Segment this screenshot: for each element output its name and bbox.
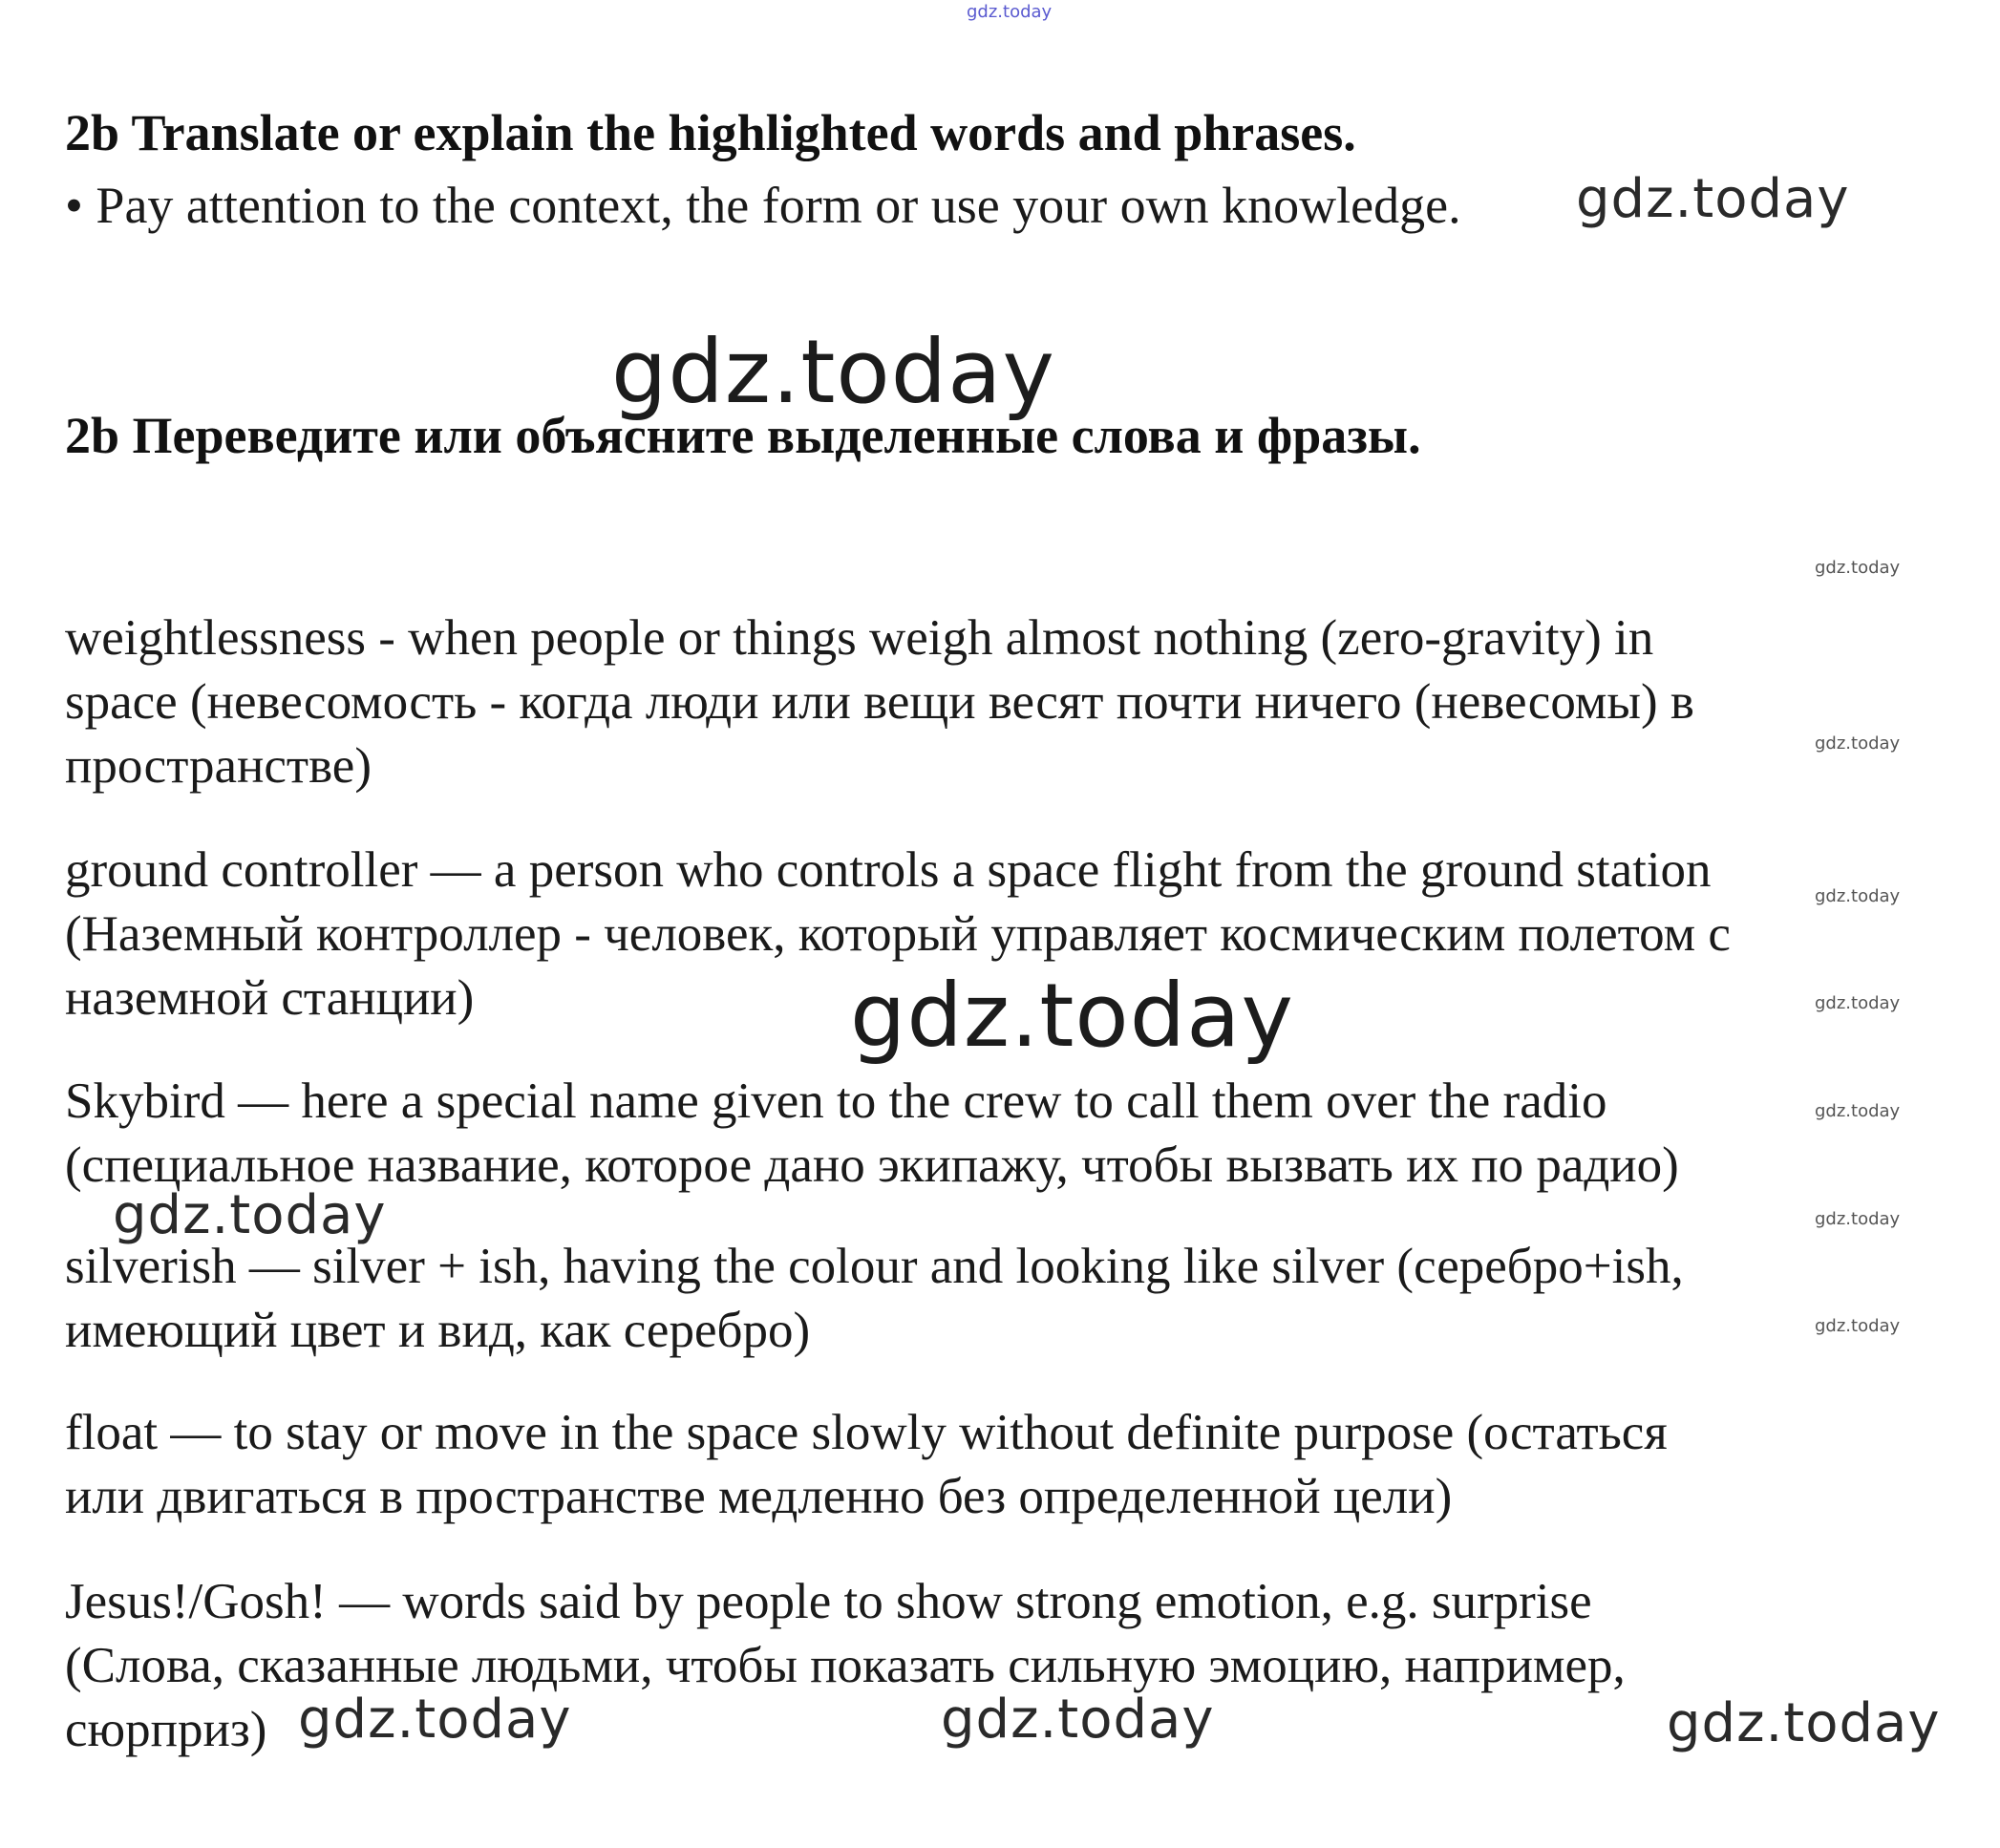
glossary-entry-skybird bbox=[65, 1070, 1927, 1198]
entry-line: пространстве) bbox=[65, 738, 372, 794]
entry-line: сюрприз) bbox=[65, 1702, 267, 1757]
entry-line: (специальное название, которое дано экипажу, чтобы вызвать их по радио) bbox=[65, 1137, 1679, 1193]
glossary-entry-float bbox=[65, 1401, 1927, 1529]
entry-line: float — to stay or move in the space slowly without definite purpose (остаться bbox=[65, 1405, 1668, 1460]
watermark: gdz.today bbox=[611, 321, 1055, 423]
watermark: gdz.today bbox=[941, 1689, 1215, 1751]
watermark: gdz.today bbox=[1815, 558, 1901, 578]
watermark: gdz.today bbox=[1815, 1209, 1901, 1229]
watermark: gdz.today bbox=[1815, 1101, 1901, 1121]
task-heading-ru: 2b Переведите или объясните выделенные слова и фразы. bbox=[65, 407, 1421, 464]
glossary-entry-silverish bbox=[65, 1235, 1927, 1363]
entry-line: silverish — silver + ish, having the colour and looking like silver (серебро+ish, bbox=[65, 1239, 1684, 1294]
watermark: gdz.today bbox=[1815, 993, 1901, 1013]
glossary-entry-weightlessness bbox=[65, 606, 1927, 798]
watermark: gdz.today bbox=[967, 2, 1053, 22]
entry-line: weightlessness - when people or things weigh almost nothing (zero-gravity) in bbox=[65, 610, 1654, 666]
entry-line: (Наземный контроллер - человек, который управляет космическим полетом с bbox=[65, 906, 1731, 962]
entry-line: наземной станции) bbox=[65, 970, 475, 1026]
watermark: gdz.today bbox=[1667, 1692, 1941, 1754]
watermark: gdz.today bbox=[1576, 168, 1850, 230]
task-instruction-en: • Pay attention to the context, the form or use your own knowledge. bbox=[65, 177, 1461, 234]
entry-line: Skybird — here a special name given to the crew to call them over the radio bbox=[65, 1073, 1607, 1129]
entry-line: имеющий цвет и вид, как серебро) bbox=[65, 1303, 811, 1358]
watermark: gdz.today bbox=[113, 1184, 387, 1246]
watermark: gdz.today bbox=[298, 1689, 572, 1751]
watermark: gdz.today bbox=[850, 965, 1294, 1067]
watermark: gdz.today bbox=[1815, 886, 1901, 906]
task-heading-en: 2b Translate or explain the highlighted words and phrases. bbox=[65, 104, 1356, 161]
watermark: gdz.today bbox=[1815, 1316, 1901, 1336]
entry-line: или двигаться в пространстве медленно без определенной цели) bbox=[65, 1469, 1453, 1524]
entry-line: (Слова, сказанные людьми, чтобы показать сильную эмоцию, например, bbox=[65, 1638, 1626, 1693]
entry-line: Jesus!/Gosh! — words said by people to show strong emotion, e.g. surprise bbox=[65, 1574, 1592, 1629]
entry-line: ground controller — a person who controls a space flight from the ground station bbox=[65, 842, 1712, 898]
entry-line: space (невесомость - когда люди или вещи весят почти ничего (невесомы) в bbox=[65, 674, 1694, 730]
watermark: gdz.today bbox=[1815, 733, 1901, 754]
